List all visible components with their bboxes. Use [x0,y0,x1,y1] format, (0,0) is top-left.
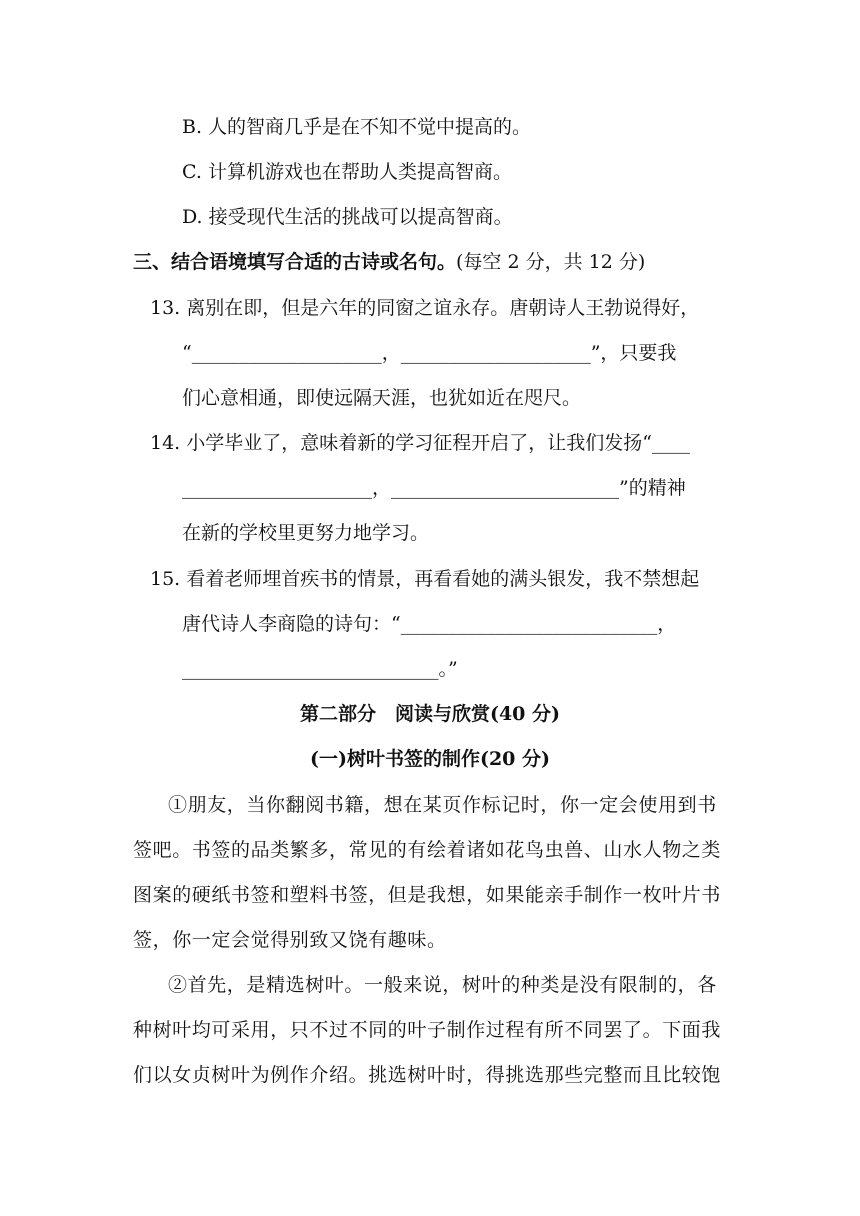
section3-heading-line [133,253,645,272]
q13-line2: “____________________，____________________”，只要我 [182,342,677,364]
option-c: C. 计算机游戏也在帮助人类提高智商。 [182,161,512,183]
section3-scoring: (每空 2 分，共 12 分) [456,251,646,273]
passage-p2-line1: ②首先，是精选树叶。一般来说，树叶的种类是没有限制的，各 [168,974,717,996]
q14-line3: 在新的学校里更努力地学习。 [182,522,430,544]
q13-line1: 13. 离别在即，但是六年的同窗之谊永存。唐朝诗人王勃说得好， [150,297,700,319]
passage-p1-line1: ①朋友，当你翻阅书籍，想在某页作标记时，你一定会使用到书 [168,794,717,816]
passage-p2-line3: 们以女贞树叶为例作介绍。挑选树叶时，得挑选那些完整而且比较饱 [133,1064,722,1086]
part2-title: 第二部分 阅读与欣赏(40 分) [299,703,561,725]
passage-p1-line4: 签，你一定会觉得别致又饶有趣味。 [133,929,447,951]
option-d: D. 接受现代生活的挑战可以提高智商。 [182,206,513,228]
q13-line3: 们心意相通，即使远隔天涯，也犹如近在咫尺。 [182,387,582,409]
passage-p1-line2: 签吧。书签的品类繁多，常见的有绘着诸如花鸟虫兽、山水人物之类 [133,839,722,861]
passage-p1-line3: 图案的硬纸书签和塑料书签，但是我想，如果能亲手制作一枚叶片书 [133,884,722,906]
q15-line2: 唐代诗人李商隐的诗句：“___________________________， [182,613,677,635]
q15-line3: ___________________________。” [182,658,458,680]
q15-line1: 15. 看着老师埋首疾书的情景，再看看她的满头银发，我不禁想起 [150,568,700,590]
passage-p2-line2: 种树叶均可采用，只不过不同的叶子制作过程有所不同罢了。下面我 [133,1019,722,1041]
passage-subtitle: (一)树叶书签的制作(20 分) [309,748,550,770]
section3-heading: 三、结合语境填写合适的古诗或名句。 [133,251,457,273]
option-b: B. 人的智商几乎是在不知不觉中提高的。 [182,116,532,138]
q14-line1: 14. 小学毕业了，意味着新的学习征程开启了，让我们发扬“____ [150,432,690,454]
q14-line2: ____________________，________________________”的精神 [182,477,686,499]
